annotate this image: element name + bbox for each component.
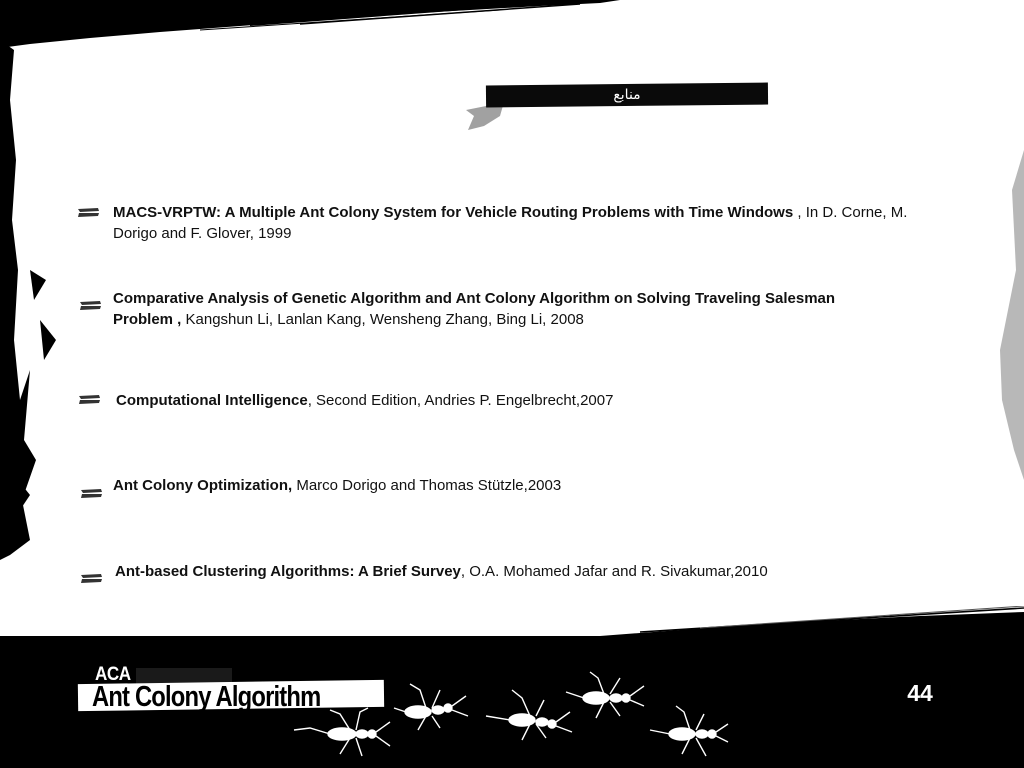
footer-short-name: ACA <box>95 664 131 685</box>
ant-icon <box>294 708 390 756</box>
reference-title: Ant-based Clustering Algorithms: A Brief Survey <box>115 563 461 580</box>
bullet-icon <box>81 488 103 500</box>
ant-icon <box>394 684 468 730</box>
ant-icon <box>566 672 644 718</box>
reference-title: MACS-VRPTW: A Multiple Ant Colony System for Vehicle Routing Problems with Time Windows <box>113 204 794 221</box>
ant-icon <box>650 706 728 756</box>
reference-title: Computational Intelligence <box>116 392 308 409</box>
reference-title: Comparative Analysis of Genetic Algorithm and Ant Colony Algorithm on Solving Traveling Salesman Problem , <box>113 290 836 328</box>
top-brush-decoration <box>0 0 1024 50</box>
ants-illustration <box>290 668 730 768</box>
reference-item <box>113 475 953 496</box>
bullet-icon <box>81 573 103 585</box>
bullet-icon <box>79 394 101 406</box>
reference-item <box>116 390 956 411</box>
right-brush-decoration <box>994 150 1024 480</box>
footer-brand-name: Ant Colony Algorithm <box>92 681 321 712</box>
left-brush-decoration <box>0 40 60 560</box>
ant-icon <box>486 690 572 740</box>
reference-details: Marco Dorigo and Thomas Stützle,2003 <box>292 477 562 494</box>
reference-title: Ant Colony Optimization, <box>113 477 293 494</box>
reference-item <box>113 288 873 330</box>
bullet-icon <box>80 300 102 312</box>
bullet-icon <box>78 207 100 219</box>
reference-details: Kangshun Li, Lanlan Kang, Wensheng Zhang, Bing Li, 2008 <box>181 311 584 328</box>
reference-details: , O.A. Mohamed Jafar and R. Sivakumar,2010 <box>460 563 768 580</box>
page-number: 44 <box>907 680 933 706</box>
reference-details: , In D. Corne, M. Dorigo and F. Glover, 1999 <box>113 204 908 242</box>
slide-title: منابع <box>613 87 641 103</box>
reference-item <box>115 561 955 582</box>
reference-item <box>113 202 953 244</box>
reference-details: , Second Edition, Andries P. Engelbrecht,2007 <box>307 392 614 409</box>
